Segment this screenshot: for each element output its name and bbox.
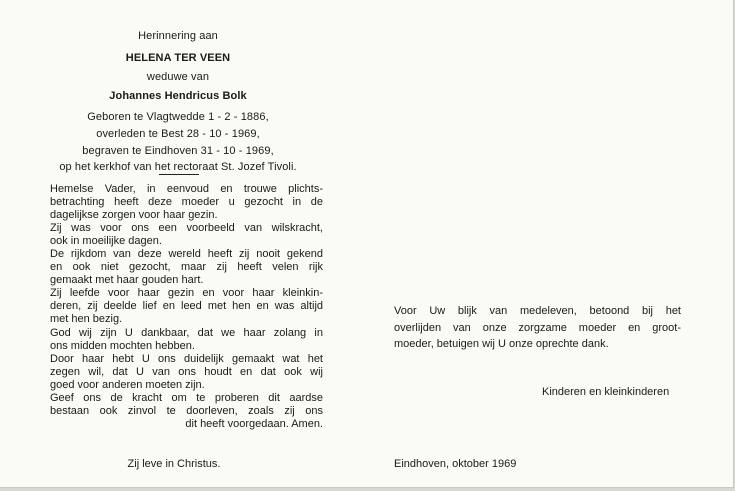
prayer-line: met hen bezig. [50, 313, 123, 326]
prayer-line: ook in moeilijke dagen. [50, 235, 162, 248]
family-signature: Kinderen en kleinkinderen [542, 386, 670, 398]
prayer-line: dit heeft voorgedaan. Amen. [185, 417, 323, 430]
prayer-line: bestaan ook zinvol te doorleven, zoals zij ons [50, 404, 323, 417]
death-line: overleden te Best 28 - 10 - 1969, [96, 128, 260, 140]
prayer-text [50, 183, 323, 431]
prayer-line: Hemelse Vader, in eenvoud en trouwe plichts- [50, 183, 323, 195]
burial-line: begraven te Eindhoven 31 - 10 - 1969, [82, 145, 274, 157]
prayer-line: Geef ons de kracht om te proberen dit aardse [50, 391, 323, 404]
remembrance-heading: Herinnering aan [138, 30, 218, 42]
signoff-text: Zij leve in Christus. [127, 458, 221, 470]
divider-line [159, 174, 199, 175]
prayer-line: De rijkdom van deze wereld heeft zij nooit gekend [50, 248, 323, 261]
thanks-line: overlijden van onze zorgzame moeder en groot- [394, 321, 681, 334]
prayer-line: Zij leefde voor haar gezin en voor haar kleinkin- [50, 287, 323, 300]
thanks-line: Voor Uw blijk van medeleven, betoond bij het [394, 305, 681, 317]
husband-name: Johannes Hendricus Bolk [109, 90, 247, 102]
thanks-text [394, 303, 681, 353]
prayer-line: Zij was voor ons een voorbeeld van wilskracht, [50, 222, 323, 235]
deceased-name: HELENA TER VEEN [125, 52, 231, 64]
birth-line: Geboren te Vlagtwedde 1 - 2 - 1886, [87, 111, 269, 123]
prayer-line: God wij zijn U dankbaar, dat we haar zolang in [50, 326, 323, 339]
prayer-line: deren, zij deelde lief en leed met hen en was altijd [50, 300, 323, 313]
prayer-line: en ook niet gezocht, maar zij heeft velen rijk [50, 261, 323, 274]
place-date: Eindhoven, oktober 1969 [394, 458, 517, 470]
prayer-line: betrachting heeft deze moeder u gezocht in de [50, 196, 323, 209]
prayer-line: dagelijkse zorgen voor haar gezin. [50, 209, 218, 222]
prayer-line: gemaakt met haar gouden hart. [50, 274, 204, 287]
prayer-line: goed voor anderen moeten zijn. [50, 378, 205, 391]
widow-of-label: weduwe van [146, 71, 210, 83]
thanks-line: moeder, betuigen wij U onze oprechte dank. [394, 338, 609, 350]
prayer-line: ons midden mochten hebben. [50, 339, 195, 352]
prayer-line: Door haar hebt U ons duidelijk gemaakt wat het [50, 352, 323, 365]
cemetery-line: op het kerkhof van het rectoraat St. Jozef Tivoli. [59, 161, 297, 173]
prayer-line: zegen wil, dat U van ons houdt en dat ook wij [50, 365, 323, 378]
